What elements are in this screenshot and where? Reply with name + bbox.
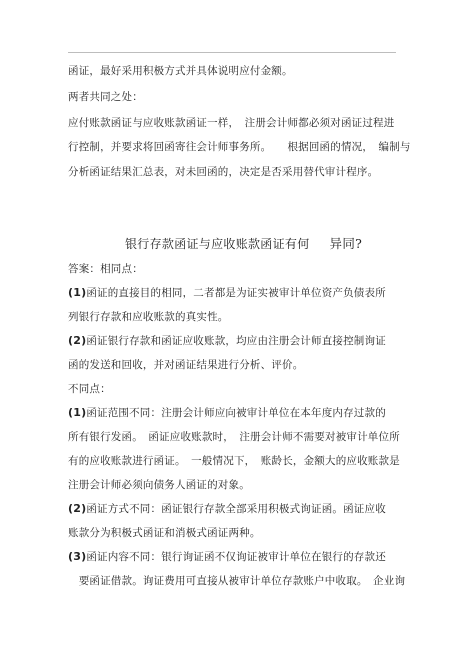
list-item xyxy=(68,334,386,348)
item-number: (2) xyxy=(68,502,87,515)
section-label-common: 两者共同之处： xyxy=(68,91,143,103)
paragraph-line: 函证，最好采用积极方式并具体说明应付金额。 xyxy=(68,65,293,77)
item-number: (1) xyxy=(68,406,87,419)
item-text: 所有银行发函。 函证应收账款时， 注册会计师不需要对被审计单位所 xyxy=(68,431,400,443)
item-text: 列银行存款和应收账款的真实性。 xyxy=(68,311,229,323)
paragraph-line: 分析函证结果汇总表，对未回函的，决定是否采用替代审计程序。 xyxy=(68,166,379,178)
item-text: 要函证借款。询证费用可直接从被审计单位存款账户中收取。 企业询 xyxy=(68,575,406,587)
question-heading-main: 银行存款函证与应收账款函证有何 xyxy=(125,237,310,251)
section-label-different: 不同点： xyxy=(68,383,111,395)
item-text: 函证银行存款和函证应收账款，均应由注册会计师直接控制询证 xyxy=(86,335,386,347)
item-number: (1) xyxy=(68,286,87,299)
list-item xyxy=(68,526,261,540)
list-item xyxy=(68,478,250,492)
list-item xyxy=(68,310,229,324)
item-text: 函证方式不同：函证银行存款全部采用积极式询证函。函证应收 xyxy=(86,503,386,515)
answer-label: 答案：相同点： xyxy=(68,263,143,275)
item-text: 函证范围不同：注册会计师应向被审计单位在本年度内存过款的 xyxy=(86,407,386,419)
item-text: 函的发送和回收，并对函证结果进行分析、评价。 xyxy=(68,359,304,371)
list-item xyxy=(68,550,386,564)
list-item xyxy=(68,430,400,444)
list-item xyxy=(68,358,303,372)
header-rule xyxy=(68,52,396,53)
item-text: 注册会计师必须向债务人函证的对象。 xyxy=(68,479,250,491)
item-number: (3) xyxy=(68,550,87,563)
item-text: 有的应收账款进行函证。 一般情况下， 账龄长，金额大的应收账款是 xyxy=(68,455,400,467)
item-text: 函证的直接目的相同，二者都是为证实被审计单位资产负债表所 xyxy=(86,287,386,299)
list-item xyxy=(68,286,386,300)
item-number: (2) xyxy=(68,334,87,347)
item-text: 函证内容不同：银行询证函不仅询证被审计单位在银行的存款还 xyxy=(86,551,386,563)
item-text: 账款分为积极式函证和消极式函证两种。 xyxy=(68,527,261,539)
list-item xyxy=(68,406,386,420)
question-heading-tail: 异同? xyxy=(329,236,363,251)
list-item xyxy=(68,574,405,588)
question-heading xyxy=(125,236,362,252)
paragraph-line: 行控制，并要求将回函寄往会计师事务所。 根据回函的情况， 编制与 xyxy=(68,141,411,153)
list-item xyxy=(68,454,400,468)
paragraph-line: 应付账款函证与应收账款函证一样， 注册会计师都必须对函证过程进 xyxy=(68,117,395,129)
list-item xyxy=(68,502,386,516)
